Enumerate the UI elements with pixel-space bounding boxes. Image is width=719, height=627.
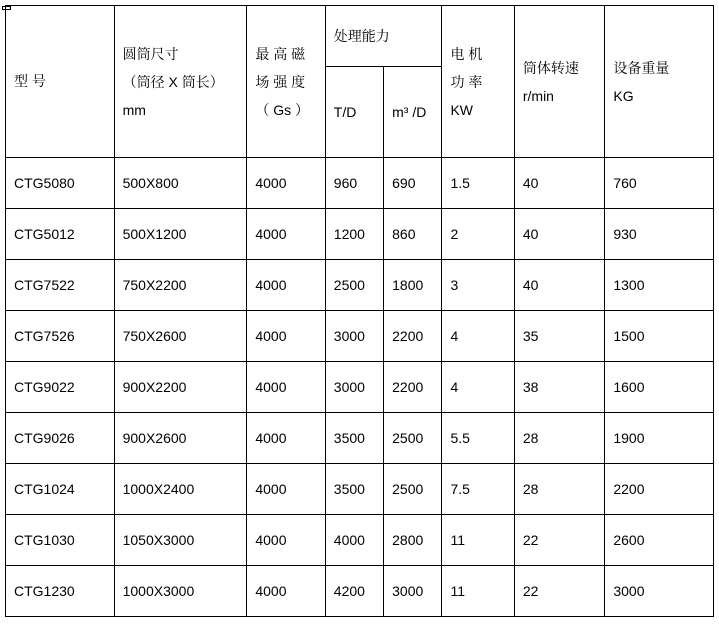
cell-capacity-m3d: 860 [384,209,442,260]
cell-capacity-m3d: 2200 [384,311,442,362]
cell-drum-size: 1000X2400 [114,464,247,515]
cell-model: CTG1230 [6,566,115,617]
cell-drum-size: 900X2600 [114,413,247,464]
cell-motor-power: 4 [442,362,514,413]
cell-capacity-m3d: 2500 [384,413,442,464]
cell-capacity-m3d: 1800 [384,260,442,311]
cell-weight: 2600 [605,515,714,566]
cell-drum-speed: 35 [514,311,605,362]
cell-capacity-m3d: 2800 [384,515,442,566]
header-drum-size-line3: mm [122,101,146,118]
cell-weight: 2200 [605,464,714,515]
header-magnetic-field-line3: （ Gs ） [255,101,310,118]
cell-magnetic-field: 4000 [247,362,325,413]
header-capacity: 处理能力 [325,6,442,67]
cell-capacity-m3d: 690 [384,158,442,209]
header-magnetic-field-line1: 最 高 磁 [255,45,306,62]
table-body [6,158,714,617]
header-magnetic-field-line2: 场 强 度 [255,73,306,90]
cell-weight: 1500 [605,311,714,362]
cell-weight: 1300 [605,260,714,311]
table-row [6,566,714,617]
header-weight-line1: 设备重量 [613,59,670,76]
cell-model: CTG9022 [6,362,115,413]
header-motor-power-line3: KW [450,101,474,118]
cell-capacity-td: 4200 [325,566,383,617]
cell-weight: 3000 [605,566,714,617]
header-drum-speed-line2: r/min [522,87,554,104]
table-row [6,158,714,209]
cell-drum-speed: 28 [514,464,605,515]
cell-capacity-td: 960 [325,158,383,209]
table-row [6,362,714,413]
cell-drum-size: 1050X3000 [114,515,247,566]
cell-drum-speed: 28 [514,413,605,464]
cell-magnetic-field: 4000 [247,464,325,515]
cell-capacity-td: 3500 [325,464,383,515]
header-model: 型 号 [6,6,115,158]
header-magnetic-field [247,6,325,158]
cell-drum-speed: 40 [514,209,605,260]
header-motor-power [442,6,514,158]
cell-motor-power: 3 [442,260,514,311]
cell-model: CTG5080 [6,158,115,209]
header-weight [605,6,714,158]
cell-magnetic-field: 4000 [247,566,325,617]
cell-weight: 1600 [605,362,714,413]
cell-motor-power: 5.5 [442,413,514,464]
cell-drum-size: 1000X3000 [114,566,247,617]
cell-model: CTG9026 [6,413,115,464]
table-row [6,464,714,515]
specification-table [5,5,714,617]
cell-capacity-td: 3000 [325,362,383,413]
cell-drum-size: 750X2600 [114,311,247,362]
cell-capacity-m3d: 2500 [384,464,442,515]
cell-motor-power: 11 [442,515,514,566]
header-drum-speed-line1: 筒体转速 [522,59,579,76]
cell-drum-size: 500X800 [114,158,247,209]
cell-drum-speed: 40 [514,158,605,209]
cell-weight: 1900 [605,413,714,464]
table-row [6,413,714,464]
header-motor-power-line2: 功 率 [450,73,483,90]
cell-drum-speed: 22 [514,566,605,617]
cell-capacity-td: 3500 [325,413,383,464]
cell-weight: 930 [605,209,714,260]
cell-motor-power: 4 [442,311,514,362]
cell-model: CTG1024 [6,464,115,515]
cell-capacity-td: 2500 [325,260,383,311]
cell-model: CTG7522 [6,260,115,311]
cell-magnetic-field: 4000 [247,413,325,464]
table-row [6,209,714,260]
corner-mark-icon [2,5,14,11]
cell-model: CTG5012 [6,209,115,260]
cell-motor-power: 11 [442,566,514,617]
header-weight-line2: KG [613,87,634,104]
cell-drum-speed: 22 [514,515,605,566]
cell-drum-size: 500X1200 [114,209,247,260]
cell-capacity-m3d: 3000 [384,566,442,617]
header-drum-size-line2: （筒径 X 筒长） [122,73,224,90]
cell-drum-speed: 38 [514,362,605,413]
header-drum-size [114,6,247,158]
cell-drum-size: 750X2200 [114,260,247,311]
table-row [6,515,714,566]
cell-magnetic-field: 4000 [247,260,325,311]
cell-capacity-m3d: 2200 [384,362,442,413]
header-row-main [6,6,714,67]
spec-sheet [0,5,719,627]
cell-magnetic-field: 4000 [247,158,325,209]
table-header [6,6,714,158]
cell-capacity-td: 3000 [325,311,383,362]
cell-drum-speed: 40 [514,260,605,311]
cell-model: CTG7526 [6,311,115,362]
cell-magnetic-field: 4000 [247,311,325,362]
cell-magnetic-field: 4000 [247,209,325,260]
cell-weight: 760 [605,158,714,209]
cell-motor-power: 7.5 [442,464,514,515]
header-drum-speed [514,6,605,158]
header-motor-power-line1: 电 机 [450,45,483,62]
cell-motor-power: 1.5 [442,158,514,209]
cell-drum-size: 900X2200 [114,362,247,413]
header-capacity-m3d: m³ /D [384,67,442,158]
cell-motor-power: 2 [442,209,514,260]
table-row [6,311,714,362]
cell-model: CTG1030 [6,515,115,566]
table-row [6,260,714,311]
cell-capacity-td: 4000 [325,515,383,566]
header-drum-size-line1: 圆筒尺寸 [122,45,179,62]
header-capacity-td: T/D [325,67,383,158]
cell-capacity-td: 1200 [325,209,383,260]
cell-magnetic-field: 4000 [247,515,325,566]
